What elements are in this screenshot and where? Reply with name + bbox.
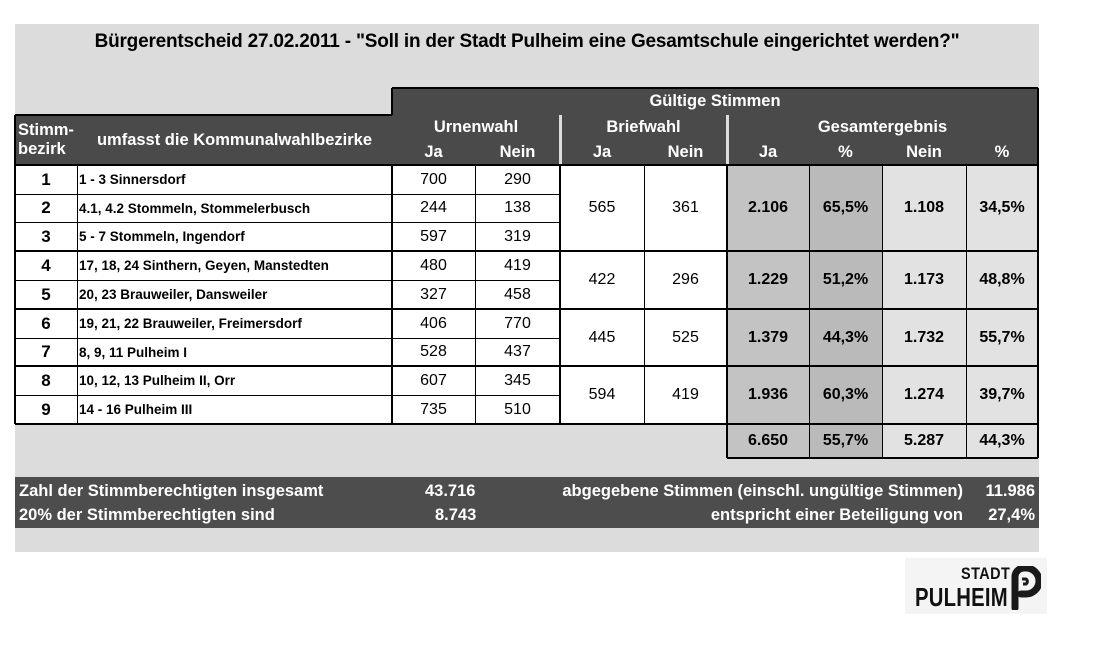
header-stimmbezirk [15,115,77,165]
gesamt-nein-pct: 39,7% [966,366,1038,424]
kommunalwahlbezirke: 17, 18, 24 Sinthern, Geyen, Manstedten [77,251,392,280]
header-bezirk-line2: bezirk [18,140,66,158]
table-rule [966,165,967,424]
brief-ja: 445 [560,309,644,366]
urne-ja: 597 [392,222,475,251]
table-rule [882,165,883,424]
gesamt-nein: 1.173 [882,251,966,309]
header-briefwahl: Briefwahl [560,115,727,140]
table-rule [15,250,560,252]
table-rule [560,365,1038,367]
table-rule [560,164,1038,166]
kommunalwahlbezirke: 10, 12, 13 Pulheim II, Orr [77,366,392,395]
header-gesamtergebnis: Gesamtergebnis [727,115,1038,140]
table-rule [391,88,393,115]
header-gap [726,115,729,165]
stimmbezirk-nr: 3 [15,222,77,251]
header-sub-ja: Ja [727,140,809,165]
table-rule [560,250,1038,252]
header-sub-ja: Ja [392,140,475,165]
table-rule [392,87,1038,89]
logo-text-stadt: STADT [961,564,1011,583]
abgegeben-value: 11.986 [985,482,1035,500]
urne-nein: 437 [475,338,560,366]
gesamt-ja-pct: 51,2% [809,251,882,309]
brief-ja: 422 [560,251,644,309]
total-ja-pct: 55,7% [809,424,882,458]
urne-ja: 528 [392,338,475,366]
beteiligung-value: 27,4% [988,506,1035,524]
gesamt-ja: 1.936 [727,366,809,424]
brief-nein: 361 [644,165,727,251]
table-rule [15,338,560,339]
brief-nein: 419 [644,366,727,424]
header-sub-nein: Nein [882,140,966,165]
stimmbezirk-nr: 7 [15,338,77,366]
urne-nein: 138 [475,194,560,222]
urne-ja: 700 [392,165,475,194]
table-rule [475,165,476,424]
urne-nein: 510 [475,395,560,424]
gesamt-nein: 1.732 [882,309,966,366]
brief-ja: 594 [560,366,644,424]
stadt-pulheim-logo [905,558,1047,614]
total-ja: 6.650 [727,424,809,458]
urne-ja: 480 [392,251,475,280]
urne-ja: 406 [392,309,475,338]
urne-ja: 607 [392,366,475,395]
header-sub-ja: Ja [560,140,644,165]
gesamt-ja: 1.229 [727,251,809,309]
zwanzig-label: 20% der Stimmberechtigten sind [19,506,275,524]
table-rule [1037,88,1039,165]
brief-nein: 525 [644,309,727,366]
table-rule [15,395,560,396]
stimmbezirk-nr: 4 [15,251,77,280]
table-rule [15,194,560,195]
gesamt-nein-pct: 48,8% [966,251,1038,309]
header-stimm-line1: Stimm- [18,121,74,139]
header-sub-nein: Nein [644,140,727,165]
gesamt-nein-pct: 34,5% [966,165,1038,251]
table-rule [77,165,78,424]
table-rule [15,164,560,166]
table-rule [559,165,561,424]
header-sub-nein: Nein [475,140,560,165]
kommunalwahlbezirke: 19, 21, 22 Brauweiler, Freimersdorf [77,309,392,338]
gesamt-ja-pct: 60,3% [809,366,882,424]
urne-nein: 770 [475,309,560,338]
total-nein: 5.287 [882,424,966,458]
header-sub-pct: % [966,140,1038,165]
summary-footer [15,477,1039,528]
header-gap [559,115,562,165]
header-umfasst: umfasst die Kommunalwahlbezirke [77,115,392,165]
stimmbezirk-nr: 8 [15,366,77,395]
kommunalwahlbezirke: 14 - 16 Pulheim III [77,395,392,424]
gesamt-ja: 1.379 [727,309,809,366]
page-title: Bürgerentscheid 27.02.2011 - "Soll in der Stadt Pulheim eine Gesamtschule eingerichtet werden?" [94,31,960,52]
table-rule [14,115,16,165]
urne-nein: 458 [475,280,560,309]
urne-nein: 290 [475,165,560,194]
stimmbezirk-nr: 9 [15,395,77,424]
table-rule [966,424,967,458]
table-rule [15,222,560,223]
table-rule [1037,424,1039,458]
table-rule [15,423,560,425]
urne-nein: 419 [475,251,560,280]
zahl-label: Zahl der Stimmberechtigten insgesamt [19,482,324,500]
kommunalwahlbezirke: 8, 9, 11 Pulheim I [77,338,392,366]
table-rule [391,165,393,424]
table-rule [1037,165,1039,424]
gesamt-ja-pct: 44,3% [809,309,882,366]
zwanzig-value: 8.743 [435,506,477,524]
total-nein-pct: 44,3% [966,424,1038,458]
pulheim-p-icon [1007,566,1041,610]
brief-nein: 296 [644,251,727,309]
logo-text-pulheim: PULHEIM [915,582,1008,612]
table-rule [15,280,560,281]
table-rule [726,165,728,424]
stimmbezirk-nr: 5 [15,280,77,309]
header-gueltige-stimmen: Gültige Stimmen [392,88,1038,115]
urne-ja: 327 [392,280,475,309]
zahl-value: 43.716 [425,482,476,500]
urne-nein: 345 [475,366,560,395]
header-sub-pct: % [809,140,882,165]
table-rule [15,365,560,367]
table-rule [14,165,16,424]
brief-ja: 565 [560,165,644,251]
kommunalwahlbezirke: 20, 23 Brauweiler, Dansweiler [77,280,392,309]
gesamt-ja-pct: 65,5% [809,165,882,251]
gesamt-nein: 1.108 [882,165,966,251]
stimmbezirk-nr: 1 [15,165,77,194]
table-rule [882,424,883,458]
gesamt-ja: 2.106 [727,165,809,251]
urne-ja: 244 [392,194,475,222]
kommunalwahlbezirke: 5 - 7 Stommeln, Ingendorf [77,222,392,251]
table-rule [644,165,645,424]
urne-nein: 319 [475,222,560,251]
table-rule [809,165,810,424]
urne-ja: 735 [392,395,475,424]
table-rule [15,114,392,116]
gesamt-nein-pct: 55,7% [966,309,1038,366]
table-rule [726,424,728,458]
kommunalwahlbezirke: 4.1, 4.2 Stommeln, Stommelerbusch [77,194,392,222]
stimmbezirk-nr: 6 [15,309,77,338]
table-rule [560,308,1038,310]
kommunalwahlbezirke: 1 - 3 Sinnersdorf [77,165,392,194]
beteiligung-label: entspricht einer Beteiligung von [710,506,963,524]
table-rule [809,424,810,458]
header-urnenwahl: Urnenwahl [392,115,560,140]
gesamt-nein: 1.274 [882,366,966,424]
abgegeben-label: abgegebene Stimmen (einschl. ungültige Stimmen) [562,482,963,500]
stimmbezirk-nr: 2 [15,194,77,222]
table-rule [15,308,560,310]
